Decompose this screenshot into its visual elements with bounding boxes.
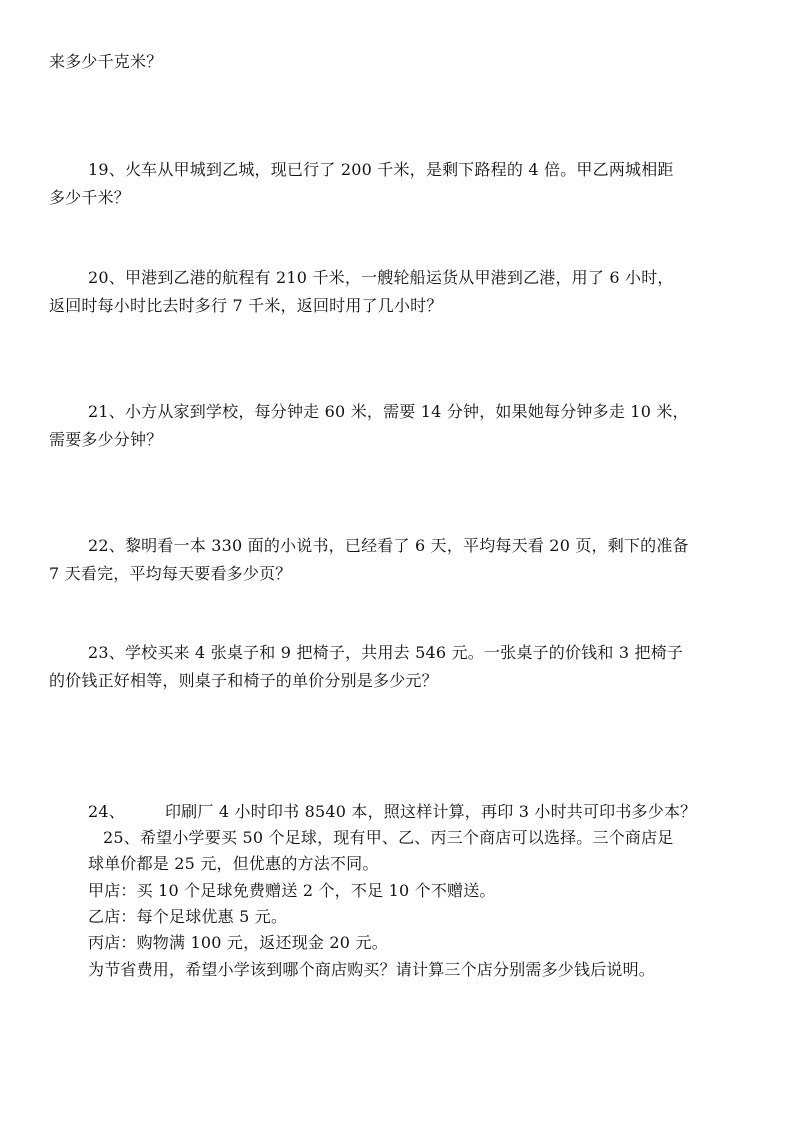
q21-line2: 需要多少分钟？ [49, 430, 163, 449]
q24-text: 印刷厂 4 小时印书 8540 本，照这样计算，再印 3 小时共可印书多少本？ [164, 802, 697, 821]
q23-line1: 23、学校买来 4 张桌子和 9 把椅子，共用去 546 元。一张桌子的价钱和 3 把椅子 [88, 643, 684, 662]
q21-line1: 21、小方从家到学校，每分钟走 60 米，需要 14 分钟，如果她每分钟多走 10 米， [88, 402, 689, 421]
q24-line [88, 802, 696, 822]
q19-line1: 19、火车从甲城到乙城，现已行了 200 千米，是剩下路程的 4 倍。甲乙两城相距 [88, 160, 674, 179]
q25-line1: 25、希望小学要买 50 个足球，现有甲、乙、丙三个商店可以选择。三个商店足 [103, 828, 674, 847]
q23-line2: 的价钱正好相等，则桌子和椅子的单价分别是多少元？ [49, 671, 438, 690]
q25-shop-b: 乙店：每个足球优惠 5 元。 [88, 907, 288, 926]
q22-line2: 7 天看完，平均每天要看多少页？ [49, 564, 292, 583]
q18-tail: 来多少千克米？ [49, 52, 163, 71]
q20-line2: 返回时每小时比去时多行 7 千米，返回时用了几小时？ [49, 296, 443, 315]
q25-shop-a: 甲店：买 10 个足球免费赠送 2 个，不足 10 个不赠送。 [88, 881, 496, 900]
q25-shop-c: 丙店：购物满 100 元，返还现金 20 元。 [88, 933, 388, 952]
q24-number: 24、 [88, 802, 125, 821]
q25-line2: 球单价都是 25 元，但优惠的方法不同。 [88, 854, 379, 873]
q25-question: 为节省费用，希望小学该到哪个商店购买？请计算三个店分别需多少钱后说明。 [88, 960, 656, 979]
q22-line1: 22、黎明看一本 330 面的小说书，已经看了 6 天，平均每天看 20 页，剩下的准备 [88, 536, 689, 555]
q20-line1: 20、甲港到乙港的航程有 210 千米，一艘轮船运货从甲港到乙港，用了 6 小时， [88, 268, 674, 287]
q19-line2: 多少千米？ [49, 188, 131, 207]
